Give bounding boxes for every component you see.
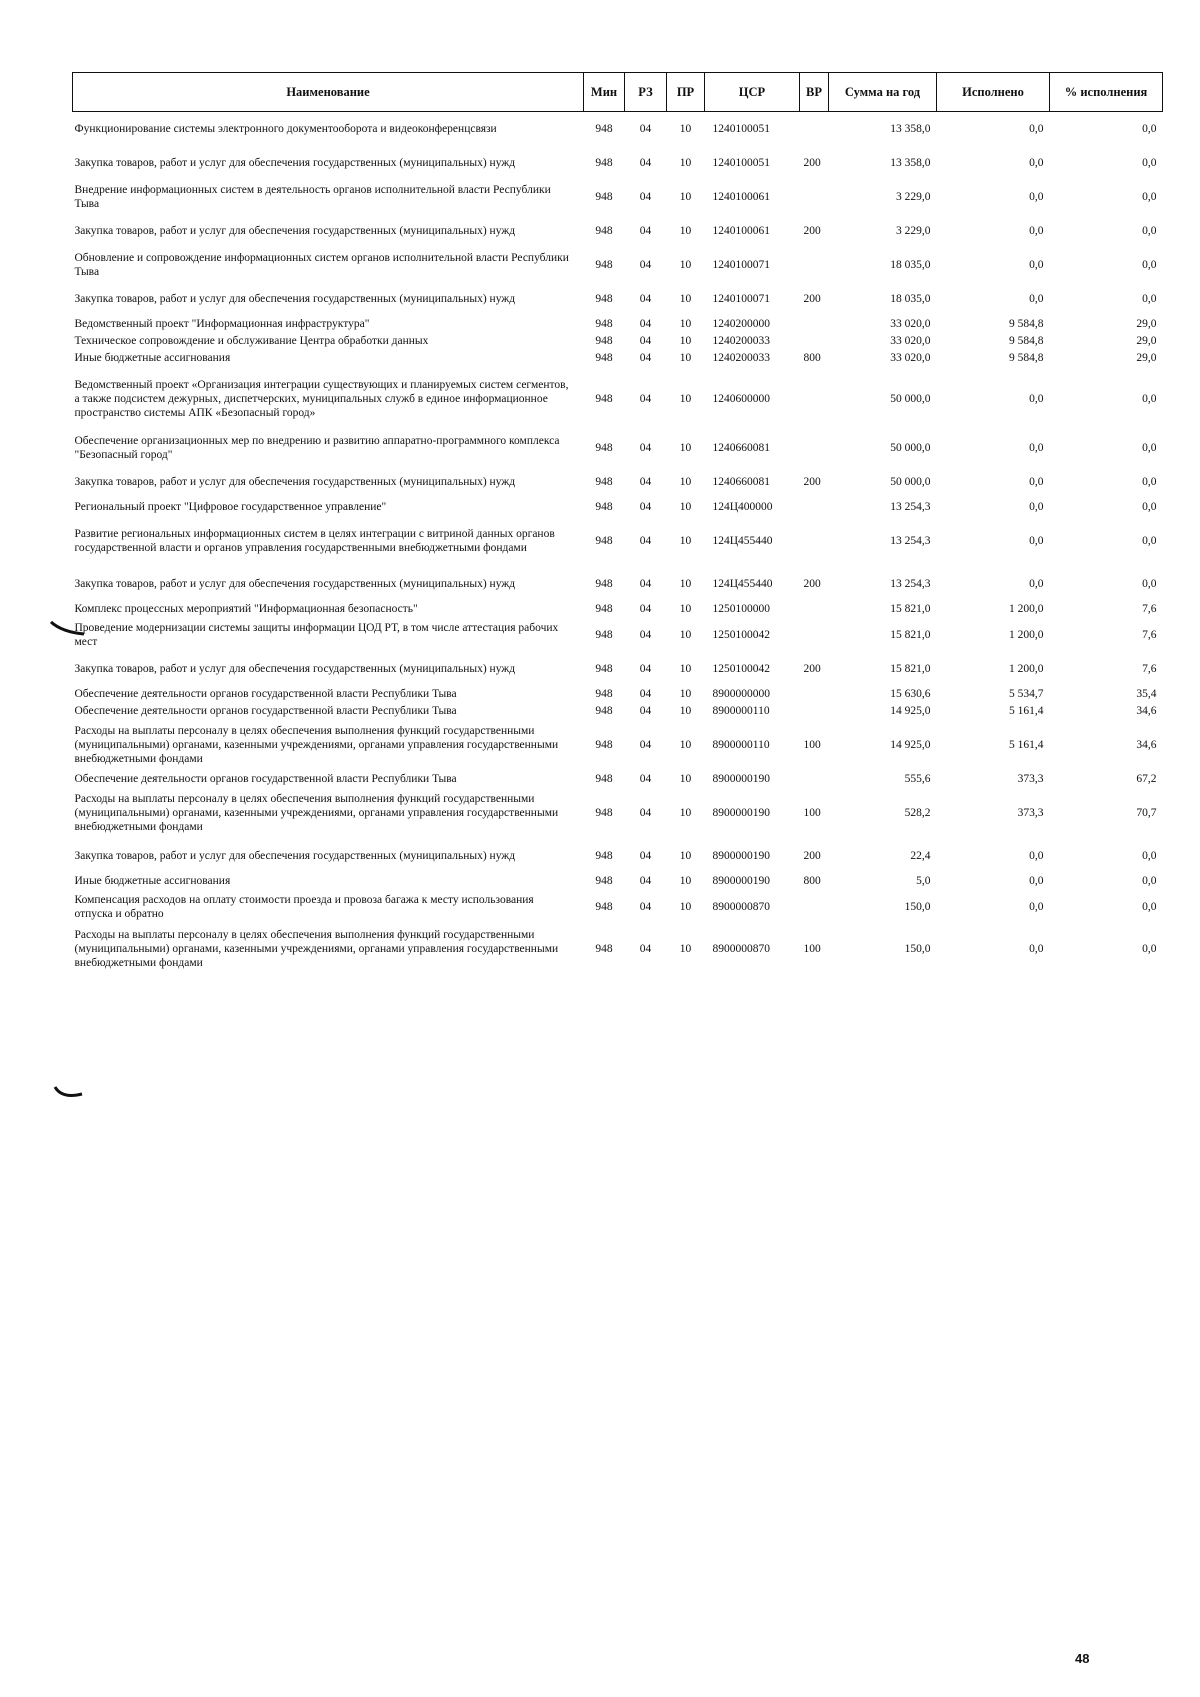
row-rz: 04 (639, 603, 652, 615)
header-done: Исполнено (937, 73, 1050, 112)
row-csr: 1250100042 (712, 628, 770, 641)
row-csr: 1240100051 (712, 156, 770, 169)
row-pr: 10 (679, 603, 692, 615)
row-rz: 04 (639, 318, 652, 330)
row-min: 948 (595, 900, 613, 913)
header-name: Наименование (73, 73, 584, 112)
row-done: 0,0 (1029, 156, 1044, 169)
row-sum: 50 000,0 (890, 392, 931, 405)
row-sum: 5,0 (916, 875, 931, 887)
row-pct: 0,0 (1142, 535, 1157, 547)
row-vr: 100 (803, 807, 821, 819)
row-rz: 04 (639, 475, 652, 488)
row-vr: 200 (803, 292, 821, 305)
row-pct: 0,0 (1142, 501, 1157, 513)
row-rz: 04 (639, 224, 652, 237)
row-min: 948 (595, 943, 613, 955)
row-done: 0,0 (1029, 577, 1044, 590)
row-csr: 1240660081 (712, 441, 770, 454)
row-vr (800, 703, 829, 720)
row-done: 0,0 (1029, 292, 1044, 305)
row-csr: 1240200033 (712, 352, 770, 364)
header-vr: ВР (800, 73, 829, 112)
row-done: 0,0 (1029, 392, 1044, 405)
row-csr: 1240200033 (712, 335, 770, 347)
row-name: Техническое сопровождение и обслуживание Центра обработки данных (74, 335, 429, 347)
row-vr: 200 (803, 156, 821, 169)
row-vr (800, 499, 829, 516)
row-pct: 0,0 (1142, 224, 1157, 237)
row-name: Закупка товаров, работ и услуг для обеспечения государственных (муниципальных) нужд (74, 475, 516, 488)
row-sum: 13 254,3 (890, 501, 931, 513)
row-done: 0,0 (1029, 122, 1044, 135)
row-rz: 04 (639, 577, 652, 590)
table-row (73, 839, 1163, 873)
row-done: 0,0 (1029, 875, 1044, 887)
row-pct: 34,6 (1136, 739, 1157, 751)
row-pr: 10 (679, 475, 692, 488)
table-row (73, 652, 1163, 686)
row-csr: 1240100061 (712, 190, 770, 203)
row-sum: 14 925,0 (890, 739, 931, 751)
row-sum: 14 925,0 (890, 705, 931, 717)
row-min: 948 (595, 441, 613, 454)
row-rz: 04 (639, 335, 652, 347)
row-vr: 200 (803, 577, 821, 590)
table-row (73, 618, 1163, 652)
row-pr: 10 (679, 628, 692, 641)
row-sum: 13 254,3 (890, 577, 931, 590)
row-rz: 04 (639, 628, 652, 641)
row-pr: 10 (679, 577, 692, 590)
row-vr (800, 367, 829, 431)
table-row (73, 282, 1163, 316)
row-pr: 10 (679, 535, 692, 547)
row-name: Закупка товаров, работ и услуг для обеспечения государственных (муниципальных) нужд (74, 292, 516, 305)
row-vr (800, 890, 829, 924)
row-pct: 0,0 (1142, 392, 1157, 405)
row-pct: 0,0 (1142, 475, 1157, 488)
row-done: 5 534,7 (1009, 688, 1044, 700)
row-min: 948 (595, 335, 613, 347)
row-min: 948 (595, 688, 613, 700)
row-rz: 04 (639, 501, 652, 513)
row-pr: 10 (679, 849, 692, 862)
row-rz: 04 (639, 156, 652, 169)
row-min: 948 (595, 501, 613, 513)
row-done: 0,0 (1029, 501, 1044, 513)
row-sum: 22,4 (910, 849, 931, 862)
table-row (73, 316, 1163, 333)
row-pr: 10 (679, 501, 692, 513)
table-row (73, 350, 1163, 367)
row-pct: 29,0 (1136, 352, 1157, 364)
row-vr: 200 (803, 849, 821, 862)
header-csr: ЦСР (705, 73, 800, 112)
row-sum: 15 821,0 (890, 603, 931, 615)
row-pr: 10 (679, 392, 692, 405)
row-vr (800, 316, 829, 333)
table-row (73, 333, 1163, 350)
row-name: Расходы на выплаты персоналу в целях обеспечения выполнения функций государственными (муниципальными) органами, казенными учреждениями, органами управления государственными внебюджетными фондами (74, 793, 559, 833)
header-row (73, 73, 1163, 112)
row-pct: 0,0 (1142, 156, 1157, 169)
row-csr: 124Ц400000 (712, 501, 773, 513)
row-rz: 04 (639, 807, 652, 819)
row-name: Обеспечение деятельности органов государственной власти Республики Тыва (74, 688, 457, 700)
table-row (73, 499, 1163, 516)
row-done: 373,3 (1017, 773, 1044, 785)
row-pr: 10 (679, 900, 692, 913)
row-done: 0,0 (1029, 849, 1044, 862)
row-sum: 13 358,0 (890, 156, 931, 169)
header-sum: Сумма на год (829, 73, 937, 112)
table-row (73, 112, 1163, 146)
row-sum: 555,6 (904, 773, 931, 785)
scan-mark-top (48, 616, 88, 638)
row-vr: 200 (803, 662, 821, 675)
row-csr: 124Ц455440 (712, 577, 773, 590)
row-name: Проведение модернизации системы защиты информации ЦОД РТ, в том числе аттестация рабочих мест (74, 621, 559, 648)
table-row (73, 601, 1163, 618)
table-row (73, 703, 1163, 720)
row-name: Региональный проект "Цифровое государственное управление" (74, 501, 387, 513)
row-csr: 8900000000 (712, 688, 770, 700)
row-csr: 8900000870 (712, 943, 770, 955)
row-vr (800, 248, 829, 282)
row-min: 948 (595, 190, 613, 203)
row-sum: 15 821,0 (890, 662, 931, 675)
row-done: 0,0 (1029, 475, 1044, 488)
row-pct: 7,6 (1142, 662, 1157, 675)
row-min: 948 (595, 875, 613, 887)
table-row (73, 465, 1163, 499)
table-row (73, 516, 1163, 567)
row-vr (800, 112, 829, 146)
row-done: 5 161,4 (1009, 705, 1044, 717)
row-pr: 10 (679, 156, 692, 169)
row-min: 948 (595, 628, 613, 641)
row-pct: 70,7 (1136, 807, 1157, 819)
row-min: 948 (595, 122, 613, 135)
table-row (73, 873, 1163, 890)
row-pr: 10 (679, 688, 692, 700)
row-rz: 04 (639, 535, 652, 547)
row-name: Обеспечение деятельности органов государственной власти Республики Тыва (74, 705, 457, 717)
row-sum: 50 000,0 (890, 441, 931, 454)
table-body (73, 112, 1163, 975)
row-min: 948 (595, 773, 613, 785)
table-row (73, 788, 1163, 839)
row-name: Компенсация расходов на оплату стоимости проезда и провоза багажа к месту использования отпуска и обратно (74, 893, 534, 920)
row-pr: 10 (679, 292, 692, 305)
row-sum: 15 821,0 (890, 628, 931, 641)
row-done: 0,0 (1029, 900, 1044, 913)
row-csr: 8900000190 (712, 875, 770, 887)
row-done: 0,0 (1029, 535, 1044, 547)
row-vr (800, 686, 829, 703)
row-min: 948 (595, 352, 613, 364)
row-rz: 04 (639, 875, 652, 887)
row-sum: 50 000,0 (890, 475, 931, 488)
row-pct: 0,0 (1142, 292, 1157, 305)
scan-mark-bottom (52, 1083, 86, 1103)
row-pr: 10 (679, 662, 692, 675)
row-rz: 04 (639, 688, 652, 700)
row-name: Функционирование системы электронного документооборота и видеоконференцсвязи (74, 122, 497, 135)
row-pr: 10 (679, 875, 692, 887)
row-name: Иные бюджетные ассигнования (74, 352, 231, 364)
row-rz: 04 (639, 705, 652, 717)
row-csr: 1240100071 (712, 258, 770, 271)
row-pct: 34,6 (1136, 705, 1157, 717)
row-done: 1 200,0 (1009, 628, 1044, 641)
row-csr: 1240100051 (712, 122, 770, 135)
row-done: 9 584,8 (1009, 352, 1044, 364)
row-sum: 33 020,0 (890, 352, 931, 364)
header-pct: % исполнения (1050, 73, 1163, 112)
budget-table (72, 72, 1163, 975)
row-name: Закупка товаров, работ и услуг для обеспечения государственных (муниципальных) нужд (74, 662, 516, 675)
row-vr: 100 (803, 739, 821, 751)
row-pct: 0,0 (1142, 577, 1157, 590)
table-row (73, 720, 1163, 771)
row-min: 948 (595, 577, 613, 590)
row-done: 1 200,0 (1009, 603, 1044, 615)
row-pct: 7,6 (1142, 603, 1157, 615)
row-pr: 10 (679, 739, 692, 751)
row-vr: 200 (803, 224, 821, 237)
row-vr (800, 431, 829, 465)
row-pr: 10 (679, 807, 692, 819)
row-min: 948 (595, 224, 613, 237)
row-name: Обеспечение организационных мер по внедрению и развитию аппаратно-программного комплекса "Безопасный город" (74, 434, 560, 461)
row-sum: 15 630,6 (890, 688, 931, 700)
row-name: Комплекс процессных мероприятий "Информационная безопасность" (74, 603, 418, 615)
row-min: 948 (595, 475, 613, 488)
row-vr: 100 (803, 943, 821, 955)
row-sum: 150,0 (904, 943, 931, 955)
header-rz: РЗ (625, 73, 667, 112)
row-name: Обновление и сопровождение информационных систем органов исполнительной власти Республики Тыва (74, 251, 569, 278)
table-row (73, 686, 1163, 703)
row-sum: 3 229,0 (896, 224, 931, 237)
row-done: 373,3 (1017, 807, 1044, 819)
row-csr: 8900000190 (712, 849, 770, 862)
table-row (73, 567, 1163, 601)
row-rz: 04 (639, 292, 652, 305)
table-row (73, 924, 1163, 975)
table-row (73, 146, 1163, 180)
table-row (73, 214, 1163, 248)
row-rz: 04 (639, 190, 652, 203)
row-pct: 7,6 (1142, 628, 1157, 641)
row-name: Ведомственный проект «Организация интеграции существующих и планируемых систем сегментов, а также подсистем дежурных, диспетчерских, муниципальных служб в единое информационное пространство системы АПК «Безопасный город» (74, 378, 569, 419)
row-rz: 04 (639, 943, 652, 955)
row-name: Закупка товаров, работ и услуг для обеспечения государственных (муниципальных) нужд (74, 156, 516, 169)
row-name: Иные бюджетные ассигнования (74, 875, 231, 887)
table-row (73, 248, 1163, 282)
row-pct: 0,0 (1142, 875, 1157, 887)
row-pr: 10 (679, 258, 692, 271)
row-csr: 1240100071 (712, 292, 770, 305)
row-pct: 0,0 (1142, 849, 1157, 862)
row-rz: 04 (639, 392, 652, 405)
row-name: Закупка товаров, работ и услуг для обеспечения государственных (муниципальных) нужд (74, 849, 516, 862)
row-sum: 13 358,0 (890, 122, 931, 135)
table-row (73, 180, 1163, 214)
row-pr: 10 (679, 352, 692, 364)
row-name: Расходы на выплаты персоналу в целях обеспечения выполнения функций государственными (муниципальными) органами, казенными учреждениями, органами управления государственными внебюджетными фондами (74, 725, 559, 765)
row-min: 948 (595, 662, 613, 675)
page-number: 48 (1075, 1651, 1090, 1666)
row-csr: 8900000110 (712, 705, 770, 717)
row-pct: 0,0 (1142, 190, 1157, 203)
row-pct: 29,0 (1136, 318, 1157, 330)
row-pr: 10 (679, 318, 692, 330)
row-name: Закупка товаров, работ и услуг для обеспечения государственных (муниципальных) нужд (74, 577, 516, 590)
row-pr: 10 (679, 705, 692, 717)
row-name: Внедрение информационных систем в деятельность органов исполнительной власти Республики Тыва (74, 183, 551, 210)
row-done: 5 161,4 (1009, 739, 1044, 751)
row-name: Ведомственный проект "Информационная инфраструктура" (74, 318, 370, 330)
row-sum: 33 020,0 (890, 318, 931, 330)
row-min: 948 (595, 705, 613, 717)
row-csr: 8900000190 (712, 807, 770, 819)
row-pct: 0,0 (1142, 943, 1157, 955)
row-min: 948 (595, 849, 613, 862)
row-rz: 04 (639, 122, 652, 135)
row-sum: 13 254,3 (890, 535, 931, 547)
table-header (73, 73, 1163, 112)
row-pct: 29,0 (1136, 335, 1157, 347)
row-vr: 800 (803, 352, 821, 364)
row-min: 948 (595, 739, 613, 751)
row-pct: 67,2 (1136, 773, 1157, 785)
row-done: 0,0 (1029, 224, 1044, 237)
row-pr: 10 (679, 224, 692, 237)
row-min: 948 (595, 392, 613, 405)
row-sum: 150,0 (904, 900, 931, 913)
row-pr: 10 (679, 190, 692, 203)
row-csr: 124Ц455440 (712, 535, 773, 547)
row-min: 948 (595, 535, 613, 547)
row-vr (800, 618, 829, 652)
row-min: 948 (595, 318, 613, 330)
table-row (73, 890, 1163, 924)
row-csr: 1240100061 (712, 224, 770, 237)
header-min: Мин (584, 73, 625, 112)
row-rz: 04 (639, 739, 652, 751)
row-pr: 10 (679, 335, 692, 347)
row-rz: 04 (639, 849, 652, 862)
row-min: 948 (595, 292, 613, 305)
row-csr: 8900000870 (712, 900, 770, 913)
row-rz: 04 (639, 258, 652, 271)
row-rz: 04 (639, 773, 652, 785)
row-pct: 35,4 (1136, 688, 1157, 700)
row-done: 0,0 (1029, 943, 1044, 955)
row-vr: 800 (803, 875, 821, 887)
row-csr: 1240200000 (712, 318, 770, 330)
table-row (73, 771, 1163, 788)
row-sum: 18 035,0 (890, 292, 931, 305)
row-name: Развитие региональных информационных систем в целях интеграции с витриной данных органов государственной власти и органов управления государственными внебюджетными фондами (74, 528, 555, 554)
row-min: 948 (595, 258, 613, 271)
row-min: 948 (595, 807, 613, 819)
row-pr: 10 (679, 773, 692, 785)
row-csr: 8900000110 (712, 739, 770, 751)
row-csr: 1240660081 (712, 475, 770, 488)
row-done: 0,0 (1029, 190, 1044, 203)
row-pct: 0,0 (1142, 258, 1157, 271)
row-done: 9 584,8 (1009, 335, 1044, 347)
row-name: Расходы на выплаты персоналу в целях обеспечения выполнения функций государственными (муниципальными) органами, казенными учреждениями, органами управления государственными внебюджетными фондами (74, 929, 559, 969)
row-name: Обеспечение деятельности органов государственной власти Республики Тыва (74, 773, 457, 785)
row-csr: 8900000190 (712, 773, 770, 785)
row-csr: 1250100042 (712, 662, 770, 675)
row-vr (800, 771, 829, 788)
row-pct: 0,0 (1142, 900, 1157, 913)
row-csr: 1250100000 (712, 603, 770, 615)
row-rz: 04 (639, 352, 652, 364)
row-pr: 10 (679, 943, 692, 955)
row-min: 948 (595, 603, 613, 615)
row-vr (800, 333, 829, 350)
row-rz: 04 (639, 662, 652, 675)
row-rz: 04 (639, 441, 652, 454)
row-done: 9 584,8 (1009, 318, 1044, 330)
row-pr: 10 (679, 441, 692, 454)
header-pr: ПР (667, 73, 705, 112)
row-done: 1 200,0 (1009, 662, 1044, 675)
table-row (73, 431, 1163, 465)
row-sum: 33 020,0 (890, 335, 931, 347)
row-done: 0,0 (1029, 441, 1044, 454)
row-pr: 10 (679, 122, 692, 135)
row-sum: 528,2 (904, 807, 931, 819)
table-row (73, 367, 1163, 431)
row-sum: 3 229,0 (896, 190, 931, 203)
row-sum: 18 035,0 (890, 258, 931, 271)
row-min: 948 (595, 156, 613, 169)
row-rz: 04 (639, 900, 652, 913)
row-vr (800, 516, 829, 567)
row-name: Закупка товаров, работ и услуг для обеспечения государственных (муниципальных) нужд (74, 224, 516, 237)
row-vr (800, 601, 829, 618)
row-vr: 200 (803, 475, 821, 488)
row-csr: 1240600000 (712, 392, 770, 405)
row-vr (800, 180, 829, 214)
row-pct: 0,0 (1142, 441, 1157, 454)
row-done: 0,0 (1029, 258, 1044, 271)
row-pct: 0,0 (1142, 122, 1157, 135)
